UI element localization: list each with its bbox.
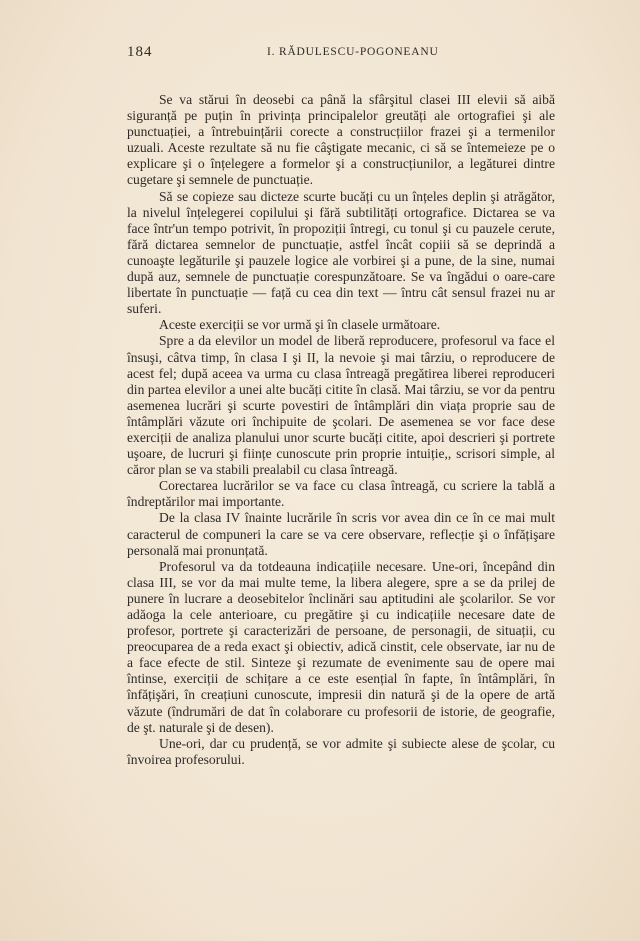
paragraph: Profesorul va da totdeauna indicațiile necesare. Une-ori, începând din clasa III, se vor da mai multe teme, la libera alegere, spre a se da prilej de punere în lucrare a deosebitelor înclinări sau aptitudini ale şcolarilor. Se vor adăoga la cele anterioare, cu pregătire şi cu indicațiile necesare date de profesor, portrete şi caracterizări de persoane, de personagii, de situații, cu preocuparea de a reda exact şi obiectiv, adică cinstit, cele observate, iar nu de a face efecte de stil. Sinteze şi rezumate de evenimente sau de opere mai întinse, exerciții de schițare a ce este esențial în fapte, în întâmplări, în înfățişări, în creațiuni cunoscute, impresii din natură şi de la opere de artă văzute (îndrumări de dat în colaborare cu profesorii de istorie, de geografie, de şt. naturale şi de desen).: [127, 558, 555, 735]
body-text: [127, 92, 555, 768]
paragraph: Aceste exerciții se vor urmă şi în clasele următoare.: [159, 317, 441, 333]
paragraph: Corectarea lucrărilor se va face cu clasa întreagă, cu scriere la tablă a îndreptărilor mai importante.: [127, 478, 555, 510]
page-number: 184: [127, 44, 153, 60]
paragraph: Une-ori, dar cu prudență, se vor admite şi subiecte alese de şcolar, cu învoirea profesorului.: [127, 735, 555, 767]
paragraph: Spre a da elevilor un model de liberă reproducere, profesorul va face el însuşi, câtva timp, în clasa I şi II, la nevoie şi mai târziu, o reproducere de acest fel; după aceea va urma cu clasa întreagă pregătirea liberei reproduceri din partea elevilor a unei alte bucăți citite în clasă. Mai târziu, se vor da pentru asemenea lucrări şi scurte povestiri de întâmplări din viața proprie sau de întâmplări văzute ori închipuite de şcolari. De asemenea se vor face dese exerciții de analiza planului unor scurte bucăți citite, apoi descrieri şi portrete uşoare, de lucruri şi ființe cunoscute prin proprie intuiție,, scrisori simple, al căror plan se va stabili prealabil cu clasa întreagă.: [127, 333, 555, 478]
page-header: [127, 44, 540, 64]
paragraph: Să se copieze sau dicteze scurte bucăți cu un înțeles deplin şi atrăgător, la nivelul înțelegerei copilului şi fără subtilități ortografice. Dictarea se va face într'un tempo potrivit, în propoziții întregi, cu tonul şi cu pauzele cerute, fără dictarea semnelor de punctuație, astfel încât copiii să se deprindă a cunoaşte legăturile şi pauzele logice ale vorbirei şi a pune, de la sine, numai după auz, semnele de punctuație corespunzătoare. Se va îngădui o oare-care libertate în punctuație — față cu cea din text — întru cât sensul frazei nu ar suferi.: [127, 188, 555, 317]
running-head: I. RĂDULESCU-POGONEANU: [267, 46, 439, 58]
paragraph: Se va stărui în deosebi ca până la sfârşitul clasei III elevii să aibă siguranță pe puțin în privința principalelor greutăți ale ortografiei şi ale punctuației, a întrebuințării corecte a construcțiilor frazei şi a termenilor uzuali. Aceste rezultate să nu fie câştigate mecanic, ci să se întemeieze pe o explicare şi o înțelegere a formelor şi a construcțiunilor, a legăturei dintre cugetare şi semnele de punctuație.: [127, 92, 555, 188]
paragraph: De la clasa IV înainte lucrările în scris vor avea din ce în ce mai mult caracterul de compuneri la care se va cere observare, reflecție şi o înfățişare personală mai pronunțată.: [127, 510, 555, 558]
